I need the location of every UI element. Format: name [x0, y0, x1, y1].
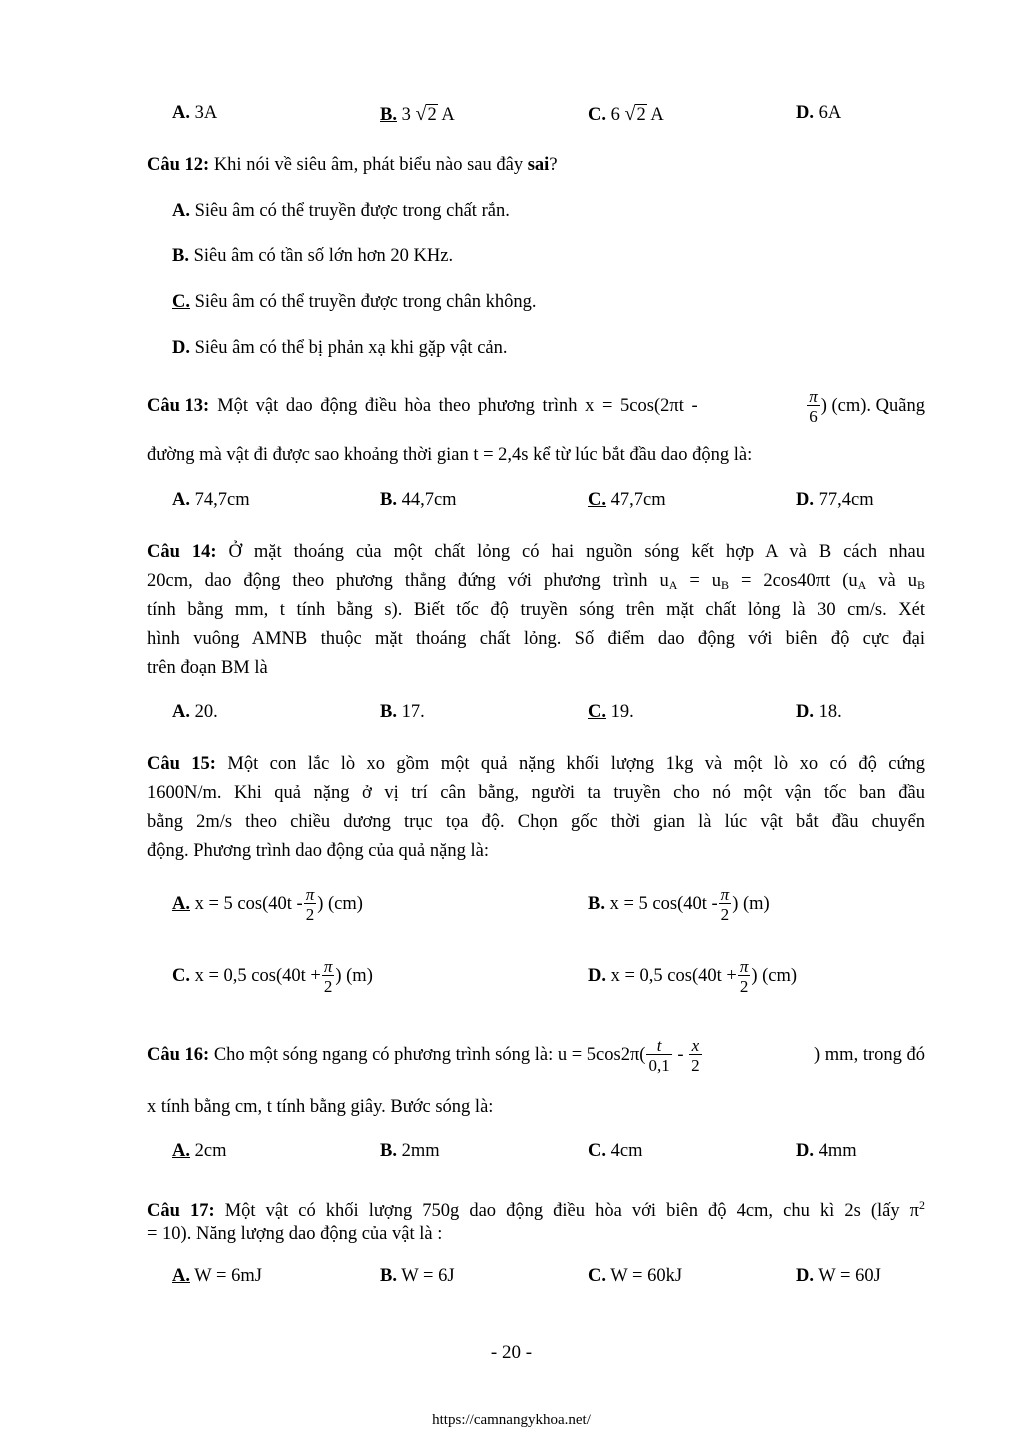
page-number: - 20 - — [490, 1342, 533, 1363]
q14-option-d: D. 18. — [796, 702, 842, 722]
q16-options — [0, 1141, 1023, 1165]
fraction-x-over-2: $\frac{x}{2}$ — [691, 1036, 700, 1075]
q13-stem-line2: đường mà vật đi được sao khoảng thời gian t = 2,4s kể từ lúc bắt đầu dao động là: — [147, 445, 753, 465]
q16-option-b: B. 2mm — [380, 1141, 440, 1161]
q15-stem: Câu 15: Một con lắc lò xo gồm một quả nặng khối lượng 1kg và một lò xo có độ cứng 1600N/m. Khi quả nặng ở vị trí cân bằng, người ta truyền cho nó một vận tốc ban đầu bằng 2m/s theo chiều dương trục tọa độ. Chọn gốc thời gian là lúc vật bắt đầu chuyển động. Phương trình dao động của quả nặng là: — [147, 754, 926, 861]
q15-option-b: B. x = 5 cos(40t - $\frac{\pi}{2}$ ) (m) — [588, 885, 770, 924]
q13-options — [0, 490, 1023, 514]
q16-option-d: D. 4mm — [796, 1141, 857, 1161]
q17-stem: Câu 17: Một vật có khối lượng 750g dao động điều hòa với biên độ 4cm, chu kì 2s (lấy $\pi^2$ = 10). Năng lượng dao động của vật là : — [147, 1198, 926, 1244]
q15-option-c: C. x = 0,5 cos(40t + $\frac{\pi}{2}$ ) (m) — [172, 957, 373, 996]
q16-option-c: C. 4cm — [588, 1141, 643, 1161]
q13-option-c: C. 47,7cm — [588, 490, 666, 510]
q12-stem: Câu 12: Khi nói về siêu âm, phát biểu nào sau đây sai? — [147, 155, 558, 175]
q17-options — [0, 1266, 1023, 1290]
q14-stem: Câu 14: Ở mặt thoáng của một chất lỏng có hai nguồn sóng kết hợp A và B cách nhau 20cm, dao động theo phương thẳng đứng với phương trình $u_A = u_B = 2\cos 40\pi t$ ($u_A$ và $u_B$ tính bằng mm, t tính bằng s). Biết tốc độ truyền sóng trên mặt chất lỏng là 30 cm/s. Xét hình vuông AMNB thuộc mặt thoáng chất lỏng. Số điểm dao động với biên độ cực đại trên đoạn BM là — [147, 542, 926, 678]
fraction-t-over-0-1: $\frac{t}{0,1}$ — [648, 1036, 670, 1075]
q17-option-c: C. W = 60kJ — [588, 1266, 683, 1286]
fraction-pi-over-2: $\frac{\pi}{2}$ — [720, 885, 730, 924]
fraction-pi-over-6: $\frac{\pi}{6}$ — [809, 387, 818, 426]
q17-option-b: B. W = 6J — [380, 1266, 455, 1286]
q11-option-d: D. 6A — [796, 103, 842, 123]
q14-option-a: A. 20. — [172, 702, 218, 722]
q14-options — [0, 702, 1023, 726]
fraction-pi-over-2: $\frac{\pi}{2}$ — [323, 957, 333, 996]
q14-option-c: C. 19. — [588, 702, 634, 722]
sqrt-icon: √ — [624, 103, 636, 125]
footer-url-link[interactable]: https://camnangykhoa.net/ — [432, 1412, 591, 1428]
fraction-pi-over-2: $\frac{\pi}{2}$ — [305, 885, 315, 924]
q11-option-b: B. 3 √2 A — [380, 103, 455, 125]
q13-stem-line1: Câu 13: Một vật dao động điều hòa theo phương trình x = 5cos(2πt - $\frac{\pi}{6}$ ) (cm). Quãng — [147, 387, 925, 426]
sqrt-icon: √ — [415, 103, 427, 125]
q15-option-a: A. x = 5 cos(40t - $\frac{\pi}{2}$ ) (cm) — [172, 885, 363, 924]
q12-option-a: A. Siêu âm có thể truyền được trong chất rắn. — [172, 201, 510, 221]
q16-option-a: A. 2cm — [172, 1141, 227, 1161]
q15-option-d: D. x = 0,5 cos(40t + $\frac{\pi}{2}$ ) (cm) — [588, 957, 798, 996]
q14-option-b: B. 17. — [380, 702, 425, 722]
q13-option-a: A. 74,7cm — [172, 490, 250, 510]
q11-option-c: C. 6 √2 A — [588, 103, 664, 125]
q13-option-b: B. 44,7cm — [380, 490, 457, 510]
q12-option-c: C. Siêu âm có thể truyền được trong chân không. — [172, 292, 537, 312]
q17-option-d: D. W = 60J — [796, 1266, 881, 1286]
q11-options — [0, 103, 1023, 127]
q16-stem-line2: x tính bằng cm, t tính bằng giây. Bước sóng là: — [147, 1097, 494, 1117]
q11-option-a: A. 3A — [172, 103, 218, 123]
q17-option-a: A. W = 6mJ — [172, 1266, 262, 1286]
q15-options-row2 — [0, 958, 1023, 1008]
fraction-pi-over-2: $\frac{\pi}{2}$ — [739, 957, 749, 996]
q12-option-d: D. Siêu âm có thể bị phản xạ khi gặp vật cản. — [172, 338, 508, 358]
q12-option-b: B. Siêu âm có tần số lớn hơn 20 KHz. — [172, 246, 454, 266]
q16-stem-line1: Câu 16: Cho một sóng ngang có phương trình sóng là: u = 5cos2π( $\frac{t}{0,1}$ - $\frac{x}{2}$ ) mm, trong đó — [147, 1036, 925, 1075]
q13-option-d: D. 77,4cm — [796, 490, 874, 510]
q15-options-row1 — [0, 886, 1023, 936]
